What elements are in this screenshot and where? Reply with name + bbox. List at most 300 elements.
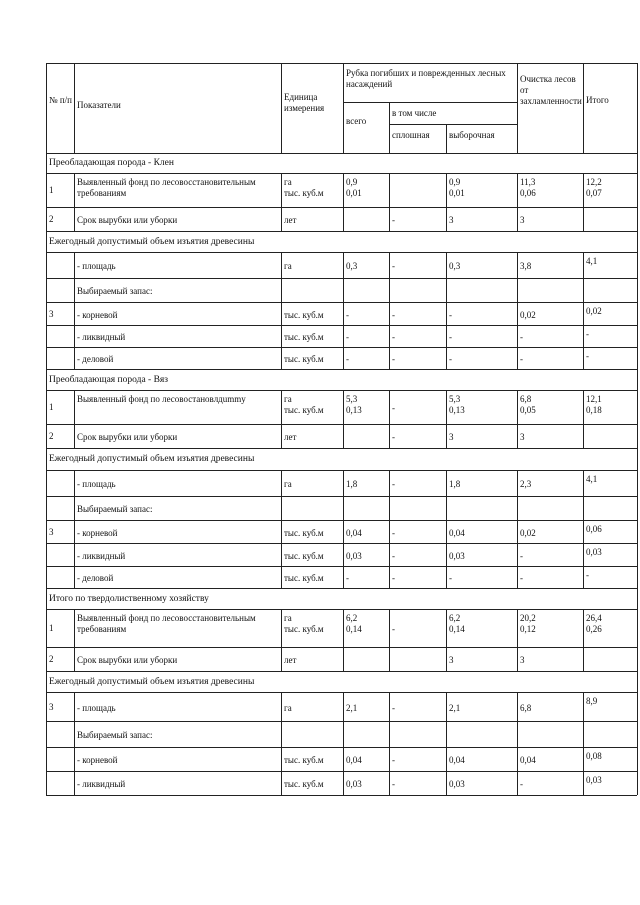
row-column-rule: [74, 325, 75, 347]
row-indicator: Выявленный фонд по лесовосстановительным требованиям: [77, 177, 256, 198]
row-column-rule: [389, 325, 390, 347]
section-bottom-rule: [46, 252, 637, 253]
row-column-rule: [46, 424, 47, 448]
row-unit: тыс. куб.м: [284, 779, 324, 789]
row-indicator: Выбираемый запас:: [77, 286, 153, 296]
row-column-rule: [46, 692, 47, 721]
value-clear: -: [392, 573, 395, 583]
row-bottom-rule: [46, 278, 637, 279]
row-bottom-rule: [46, 747, 637, 748]
section-bottom-rule: [46, 173, 637, 174]
row-column-rule: [517, 390, 518, 424]
value-cleaning: -: [520, 573, 523, 583]
row-unit: тыс. куб.м: [284, 573, 324, 583]
header-column-rule: [389, 102, 390, 153]
row-unit: га тыс. куб.м: [284, 177, 324, 198]
value-selective: 0,04: [449, 527, 465, 538]
row-number: 1: [49, 623, 54, 633]
row-column-rule: [281, 566, 282, 588]
row-column-rule: [46, 302, 47, 325]
value-selective: 3: [449, 432, 454, 442]
row-number: 2: [49, 431, 54, 441]
row-column-rule: [517, 647, 518, 671]
row-column-rule: [389, 771, 390, 795]
row-column-rule: [583, 347, 584, 369]
row-column-rule: [389, 747, 390, 771]
section-left-rule: [46, 153, 47, 173]
value-total: 4,1: [586, 256, 598, 266]
value-total: 0,02: [586, 306, 602, 316]
row-column-rule: [281, 252, 282, 278]
row-column-rule: [446, 325, 447, 347]
row-column-rule: [637, 424, 638, 448]
value-cleaning: 3: [520, 432, 525, 442]
header-num: № п/п: [49, 95, 72, 105]
value-cleaning: 0,02: [520, 527, 536, 538]
row-column-rule: [46, 470, 47, 496]
row-column-rule: [281, 424, 282, 448]
row-unit: га: [284, 479, 292, 489]
row-column-rule: [46, 747, 47, 771]
value-cleaning: 6,8: [520, 702, 532, 713]
value-all: 1,8: [346, 479, 358, 489]
row-column-rule: [446, 520, 447, 543]
value-cleaning: 11,3 0,06: [520, 177, 536, 198]
row-bottom-rule: [46, 588, 637, 589]
row-column-rule: [74, 496, 75, 520]
value-clear: -: [392, 702, 395, 713]
section-title: Ежегодный допустимый объем изъятия древесины: [49, 676, 255, 687]
row-column-rule: [517, 520, 518, 543]
row-column-rule: [389, 207, 390, 231]
value-all: -: [346, 573, 349, 583]
row-column-rule: [637, 252, 638, 278]
row-column-rule: [446, 173, 447, 207]
row-column-rule: [74, 424, 75, 448]
row-column-rule: [637, 347, 638, 369]
value-clear: -: [392, 332, 395, 342]
value-all: 0,03: [346, 550, 362, 561]
row-column-rule: [343, 721, 344, 747]
row-column-rule: [281, 496, 282, 520]
row-column-rule: [389, 609, 390, 647]
row-bottom-rule: [46, 302, 637, 303]
header-itogo: Итого: [586, 95, 609, 105]
row-column-rule: [583, 173, 584, 207]
row-column-rule: [637, 207, 638, 231]
row-column-rule: [583, 771, 584, 795]
row-bottom-rule: [46, 496, 637, 497]
row-bottom-rule: [46, 231, 637, 232]
row-indicator: Срок вырубки или уборки: [77, 215, 178, 225]
value-total: 12,1 0,18: [586, 394, 602, 415]
row-indicator: - ликвидный: [77, 550, 126, 561]
row-column-rule: [281, 647, 282, 671]
row-column-rule: [389, 470, 390, 496]
row-column-rule: [281, 470, 282, 496]
value-total: 12,2 0,07: [586, 177, 602, 198]
value-selective: 0,03: [449, 550, 465, 561]
section-right-rule: [637, 153, 638, 173]
row-column-rule: [46, 347, 47, 369]
row-column-rule: [517, 543, 518, 566]
row-column-rule: [583, 543, 584, 566]
row-column-rule: [46, 520, 47, 543]
value-selective: 3: [449, 655, 454, 665]
row-indicator: - площадь: [77, 702, 116, 713]
value-all: 5,3 0,13: [346, 394, 362, 415]
row-column-rule: [583, 647, 584, 671]
row-column-rule: [389, 496, 390, 520]
row-indicator: - деловой: [77, 573, 114, 583]
row-column-rule: [74, 520, 75, 543]
row-column-rule: [583, 692, 584, 721]
row-column-rule: [389, 347, 390, 369]
value-all: 0,04: [346, 755, 362, 765]
row-column-rule: [583, 566, 584, 588]
row-column-rule: [446, 647, 447, 671]
row-column-rule: [281, 609, 282, 647]
row-column-rule: [281, 543, 282, 566]
row-number: 3: [49, 308, 54, 319]
value-total: -: [586, 329, 589, 339]
value-clear: -: [392, 550, 395, 561]
value-all: 0,3: [346, 261, 358, 271]
including-subheader-rule: [389, 124, 517, 125]
row-column-rule: [446, 609, 447, 647]
row-column-rule: [46, 543, 47, 566]
row-number: 2: [49, 214, 54, 224]
row-column-rule: [446, 543, 447, 566]
row-column-rule: [389, 302, 390, 325]
row-bottom-rule: [46, 448, 637, 449]
row-unit: лет: [284, 432, 297, 442]
row-column-rule: [517, 207, 518, 231]
header-indicators: Показатели: [77, 100, 121, 110]
header-column-rule: [46, 63, 47, 153]
section-left-rule: [46, 588, 47, 609]
row-unit: тыс. куб.м: [284, 527, 324, 538]
header-column-rule: [343, 63, 344, 153]
row-column-rule: [517, 747, 518, 771]
row-unit: тыс. куб.м: [284, 309, 324, 320]
row-column-rule: [583, 302, 584, 325]
value-all: 2,1: [346, 702, 358, 713]
header-felling: Рубка погибших и поврежденных лесных насаждений: [346, 68, 506, 89]
row-column-rule: [517, 347, 518, 369]
row-column-rule: [281, 278, 282, 302]
value-total: 8,9: [586, 696, 598, 706]
row-column-rule: [517, 566, 518, 588]
row-column-rule: [281, 302, 282, 325]
row-column-rule: [517, 252, 518, 278]
row-column-rule: [637, 520, 638, 543]
value-selective: -: [449, 309, 452, 320]
row-column-rule: [281, 692, 282, 721]
row-column-rule: [74, 543, 75, 566]
row-bottom-rule: [46, 520, 637, 521]
row-column-rule: [389, 424, 390, 448]
section-title: Преобладающая порода - Вяз: [49, 374, 169, 385]
row-column-rule: [583, 207, 584, 231]
value-selective: 0,03: [449, 779, 465, 789]
value-clear: -: [392, 527, 395, 538]
row-column-rule: [446, 692, 447, 721]
row-column-rule: [446, 424, 447, 448]
row-unit: га тыс. куб.м: [284, 613, 324, 634]
header-cleaning: Очистка лесов от захламленности: [520, 74, 582, 106]
row-column-rule: [46, 325, 47, 347]
row-number: 2: [49, 654, 54, 664]
value-cleaning: -: [520, 354, 523, 364]
row-column-rule: [74, 692, 75, 721]
row-column-rule: [637, 302, 638, 325]
row-column-rule: [46, 721, 47, 747]
value-all: 0,9 0,01: [346, 177, 362, 198]
row-column-rule: [583, 609, 584, 647]
row-indicator: Выявленный фонд по лесовостановлдummy: [77, 394, 246, 404]
row-column-rule: [517, 470, 518, 496]
row-indicator: Выявленный фонд по лесовосстановительным требованиям: [77, 613, 256, 634]
section-left-rule: [46, 671, 47, 692]
row-column-rule: [446, 347, 447, 369]
value-cleaning: 6,8 0,05: [520, 394, 536, 415]
row-column-rule: [281, 771, 282, 795]
row-column-rule: [446, 470, 447, 496]
row-column-rule: [74, 747, 75, 771]
row-column-rule: [74, 302, 75, 325]
row-unit: лет: [284, 655, 297, 665]
row-column-rule: [74, 609, 75, 647]
value-selective: -: [449, 332, 452, 342]
value-clear: -: [392, 403, 395, 413]
row-column-rule: [46, 609, 47, 647]
row-column-rule: [446, 747, 447, 771]
row-column-rule: [389, 278, 390, 302]
row-column-rule: [583, 747, 584, 771]
row-column-rule: [46, 390, 47, 424]
value-clear: -: [392, 261, 395, 271]
row-indicator: - ликвидный: [77, 332, 126, 342]
row-column-rule: [74, 252, 75, 278]
row-unit: лет: [284, 215, 297, 225]
row-column-rule: [446, 278, 447, 302]
row-column-rule: [637, 771, 638, 795]
section-title: Итого по твердолиственному хозяйству: [49, 593, 209, 604]
value-total: 0,03: [586, 775, 602, 785]
row-column-rule: [637, 647, 638, 671]
row-column-rule: [446, 771, 447, 795]
value-selective: 0,3: [449, 261, 461, 271]
row-column-rule: [46, 278, 47, 302]
row-column-rule: [389, 173, 390, 207]
section-bottom-rule: [46, 609, 637, 610]
header-selective: выборочная: [449, 130, 495, 140]
section-right-rule: [637, 369, 638, 390]
header-column-rule: [637, 63, 638, 153]
value-clear: -: [392, 755, 395, 765]
section-title: Преобладающая порода - Клен: [49, 158, 174, 168]
row-column-rule: [517, 173, 518, 207]
section-title: Ежегодный допустимый объем изъятия древесины: [49, 236, 255, 247]
row-column-rule: [389, 390, 390, 424]
row-number: 1: [49, 402, 54, 412]
row-indicator: Срок вырубки или уборки: [77, 432, 178, 442]
row-column-rule: [637, 721, 638, 747]
value-clear: -: [392, 309, 395, 320]
row-column-rule: [74, 207, 75, 231]
row-column-rule: [74, 347, 75, 369]
value-clear: -: [392, 354, 395, 364]
row-column-rule: [637, 470, 638, 496]
row-indicator: - площадь: [77, 261, 116, 271]
value-selective: 2,1: [449, 702, 461, 713]
value-total: 0,08: [586, 751, 602, 761]
row-column-rule: [517, 771, 518, 795]
row-column-rule: [637, 566, 638, 588]
value-cleaning: 20,2 0,12: [520, 613, 536, 634]
row-column-rule: [74, 647, 75, 671]
row-column-rule: [517, 609, 518, 647]
row-bottom-rule: [46, 347, 637, 348]
row-column-rule: [637, 390, 638, 424]
row-number: 3: [49, 701, 54, 712]
value-clear: -: [392, 779, 395, 789]
row-column-rule: [281, 520, 282, 543]
value-total: -: [586, 570, 589, 580]
row-column-rule: [281, 721, 282, 747]
value-cleaning: 3: [520, 655, 525, 665]
row-column-rule: [446, 496, 447, 520]
row-bottom-rule: [46, 647, 637, 648]
row-column-rule: [281, 207, 282, 231]
row-column-rule: [637, 325, 638, 347]
row-bottom-rule: [46, 325, 637, 326]
row-column-rule: [389, 252, 390, 278]
row-column-rule: [389, 647, 390, 671]
section-bottom-rule: [46, 692, 637, 693]
value-cleaning: -: [520, 332, 523, 342]
row-column-rule: [389, 543, 390, 566]
row-column-rule: [517, 325, 518, 347]
row-column-rule: [446, 207, 447, 231]
row-number: 1: [49, 185, 54, 195]
row-column-rule: [46, 173, 47, 207]
value-all: -: [346, 354, 349, 364]
value-cleaning: 0,02: [520, 309, 536, 320]
row-column-rule: [583, 278, 584, 302]
value-all: -: [346, 332, 349, 342]
value-selective: 1,8: [449, 479, 461, 489]
row-indicator: - корневой: [77, 527, 118, 538]
row-number: 3: [49, 526, 54, 537]
value-cleaning: 3,8: [520, 261, 532, 271]
row-column-rule: [583, 424, 584, 448]
row-unit: га: [284, 702, 292, 713]
row-indicator: Выбираемый запас:: [77, 504, 153, 514]
row-column-rule: [389, 692, 390, 721]
header-column-rule: [281, 63, 282, 153]
row-column-rule: [637, 496, 638, 520]
row-bottom-rule: [46, 795, 637, 796]
row-column-rule: [637, 692, 638, 721]
row-bottom-rule: [46, 721, 637, 722]
row-column-rule: [74, 173, 75, 207]
value-clear: -: [392, 624, 395, 634]
header-column-rule: [74, 63, 75, 153]
row-column-rule: [389, 520, 390, 543]
row-column-rule: [281, 325, 282, 347]
value-total: 26,4 0,26: [586, 613, 602, 634]
row-column-rule: [343, 496, 344, 520]
row-indicator: Срок вырубки или уборки: [77, 655, 178, 665]
row-column-rule: [517, 496, 518, 520]
row-column-rule: [389, 721, 390, 747]
row-column-rule: [637, 747, 638, 771]
section-bottom-rule: [46, 470, 637, 471]
row-column-rule: [517, 721, 518, 747]
row-indicator: - площадь: [77, 479, 116, 489]
section-left-rule: [46, 369, 47, 390]
row-column-rule: [46, 252, 47, 278]
row-column-rule: [46, 496, 47, 520]
row-unit: тыс. куб.м: [284, 755, 324, 765]
row-column-rule: [517, 692, 518, 721]
value-total: 4,1: [586, 474, 598, 484]
value-selective: -: [449, 573, 452, 583]
row-indicator: Выбираемый запас:: [77, 730, 153, 740]
row-column-rule: [46, 647, 47, 671]
row-column-rule: [74, 721, 75, 747]
row-column-rule: [637, 609, 638, 647]
value-cleaning: 2,3: [520, 479, 532, 489]
row-column-rule: [637, 278, 638, 302]
row-column-rule: [583, 520, 584, 543]
row-bottom-rule: [46, 207, 637, 208]
section-right-rule: [637, 671, 638, 692]
row-bottom-rule: [46, 424, 637, 425]
header-bottom-border: [46, 153, 637, 154]
row-unit: тыс. куб.м: [284, 332, 324, 342]
value-all: 0,03: [346, 779, 362, 789]
value-selective: 0,04: [449, 755, 465, 765]
row-column-rule: [74, 470, 75, 496]
value-clear: -: [392, 479, 395, 489]
row-column-rule: [46, 771, 47, 795]
row-column-rule: [446, 302, 447, 325]
row-bottom-rule: [46, 543, 637, 544]
row-column-rule: [281, 347, 282, 369]
row-column-rule: [517, 302, 518, 325]
row-column-rule: [517, 278, 518, 302]
section-right-rule: [637, 231, 638, 252]
row-column-rule: [446, 721, 447, 747]
row-column-rule: [446, 252, 447, 278]
row-column-rule: [583, 470, 584, 496]
value-clear: -: [392, 215, 395, 225]
row-indicator: - ликвидный: [77, 779, 126, 789]
section-right-rule: [637, 588, 638, 609]
row-bottom-rule: [46, 771, 637, 772]
row-bottom-rule: [46, 369, 637, 370]
row-column-rule: [446, 566, 447, 588]
value-selective: -: [449, 354, 452, 364]
value-cleaning: 0,04: [520, 755, 536, 765]
value-all: 6,2 0,14: [346, 613, 362, 634]
row-column-rule: [46, 566, 47, 588]
row-column-rule: [583, 721, 584, 747]
row-column-rule: [583, 325, 584, 347]
